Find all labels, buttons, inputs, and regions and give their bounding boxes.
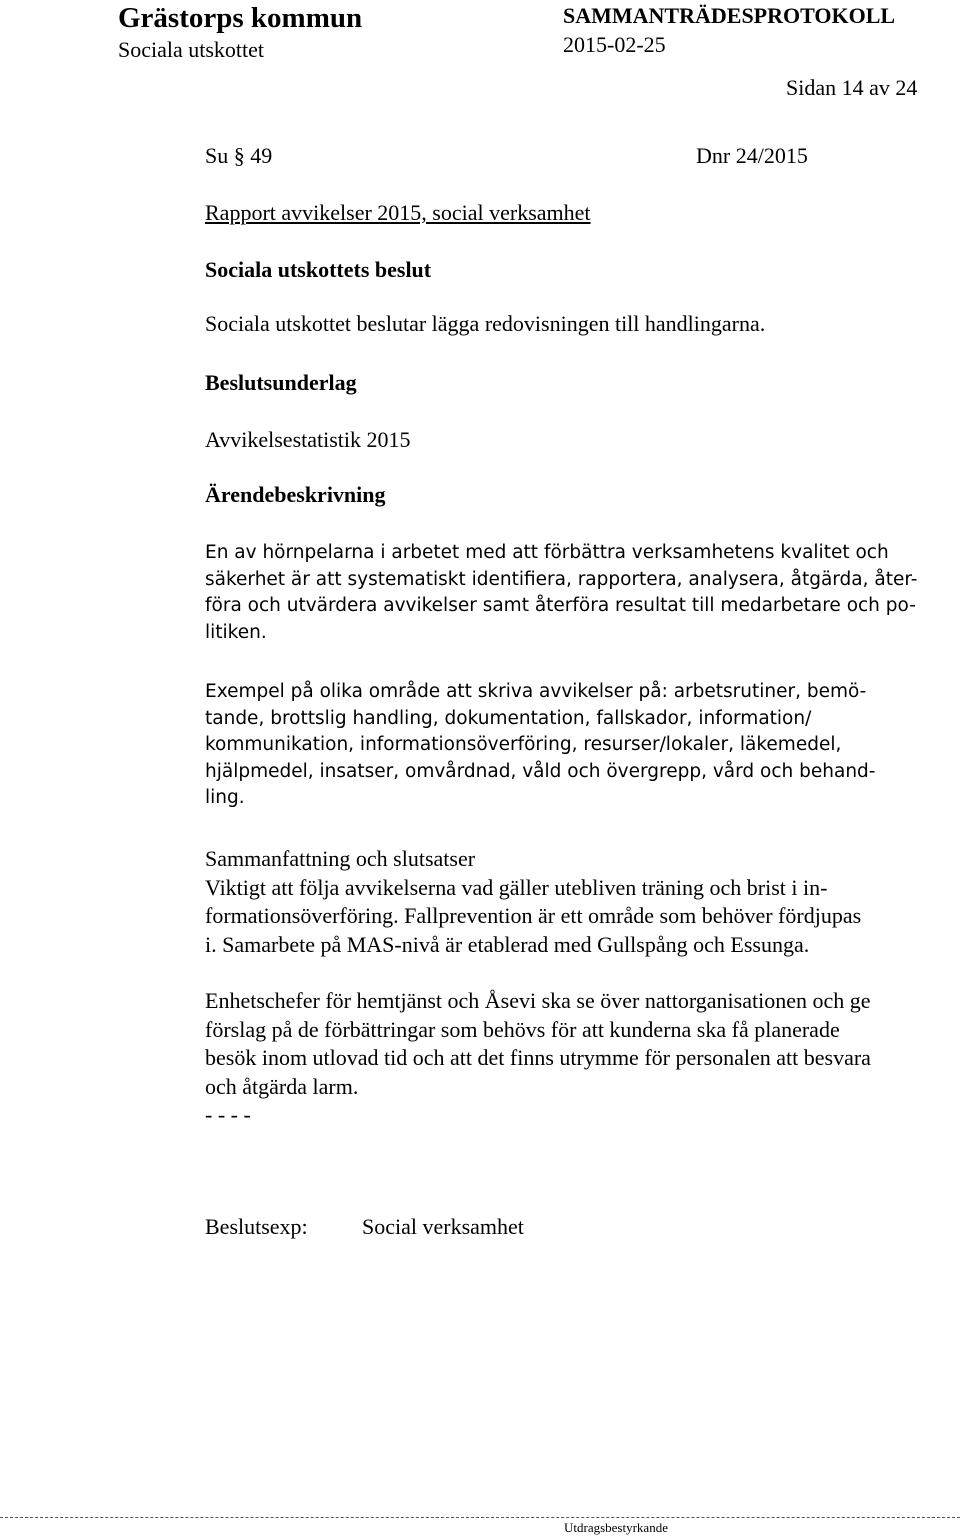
text-line: En av hörnpelarna i arbetet med att förbättra verksamhetens kvalitet och bbox=[205, 542, 889, 563]
text-line: kommunikation, informationsöverföring, resurser/lokaler, läkemedel, bbox=[205, 734, 842, 755]
text-line: ling. bbox=[205, 787, 245, 808]
document-type: SAMMANTRÄDESPROTOKOLL bbox=[563, 3, 896, 28]
decision-text: Sociala utskottet beslutar lägga redovisningen till handlingarna. bbox=[205, 311, 766, 336]
text-line: formationsöverföring. Fallprevention är ett område som behöver fördjupas bbox=[205, 903, 862, 928]
meeting-date: 2015-02-25 bbox=[563, 32, 666, 57]
text-line: hjälpmedel, insatser, omvårdnad, våld och övergrepp, vård och behand- bbox=[205, 760, 876, 782]
summary-heading: Sammanfattning och slutsatser bbox=[205, 846, 476, 871]
text-line: Exempel på olika område att skriva avvikelser på: arbetsrutiner, bemö- bbox=[205, 681, 867, 702]
managers-paragraph bbox=[205, 987, 945, 1130]
description-heading: Ärendebeskrivning bbox=[205, 482, 386, 507]
text-line: Enhetschefer för hemtjänst och Åsevi ska se över nattorganisationen och ge bbox=[205, 988, 871, 1013]
text-line: föra och utvärdera avvikelser samt återföra resultat till medarbetare och po- bbox=[205, 595, 916, 616]
separator: - - - - bbox=[205, 1102, 251, 1127]
distribution-value: Social verksamhet bbox=[362, 1214, 524, 1239]
basis-heading: Beslutsunderlag bbox=[205, 370, 357, 395]
description-paragraph-1 bbox=[205, 540, 945, 646]
text-line: litiken. bbox=[205, 621, 267, 643]
basis-item: Avvikelsestatistik 2015 bbox=[205, 427, 411, 452]
text-line: Viktigt att följa avvikelserna vad gäller utebliven träning och brist i in- bbox=[205, 874, 828, 900]
text-line: tande, brottslig handling, dokumentation, fallskador, information/ bbox=[205, 707, 812, 729]
text-line: och åtgärda larm. bbox=[205, 1073, 359, 1099]
footer-label: Utdragsbestyrkande bbox=[564, 1520, 668, 1535]
text-line: i. Samarbete på MAS-nivå är etablerad med Gullspång och Essunga. bbox=[205, 931, 810, 957]
description-paragraph-2 bbox=[205, 679, 945, 812]
case-title: Rapport avvikelser 2015, social verksamhet bbox=[205, 200, 591, 225]
text-line: besök inom utlovad tid och att det finns utrymme för personalen att besvara bbox=[205, 1045, 871, 1070]
summary-paragraph bbox=[205, 845, 945, 959]
distribution-label: Beslutsexp: bbox=[205, 1214, 308, 1239]
section-number: Su § 49 bbox=[205, 143, 273, 168]
page-number: Sidan 14 av 24 bbox=[786, 75, 918, 100]
committee-name: Sociala utskottet bbox=[118, 37, 265, 62]
footer-divider bbox=[0, 1517, 960, 1518]
municipality-name: Grästorps kommun bbox=[118, 2, 363, 34]
text-line: förslag på de förbättringar som behövs för att kunderna ska få planerade bbox=[205, 1016, 840, 1042]
decision-heading: Sociala utskottets beslut bbox=[205, 257, 432, 282]
case-number: Dnr 24/2015 bbox=[696, 143, 808, 168]
text-line: säkerhet är att systematiskt identifiera, rapportera, analysera, åtgärda, åter- bbox=[205, 568, 918, 590]
